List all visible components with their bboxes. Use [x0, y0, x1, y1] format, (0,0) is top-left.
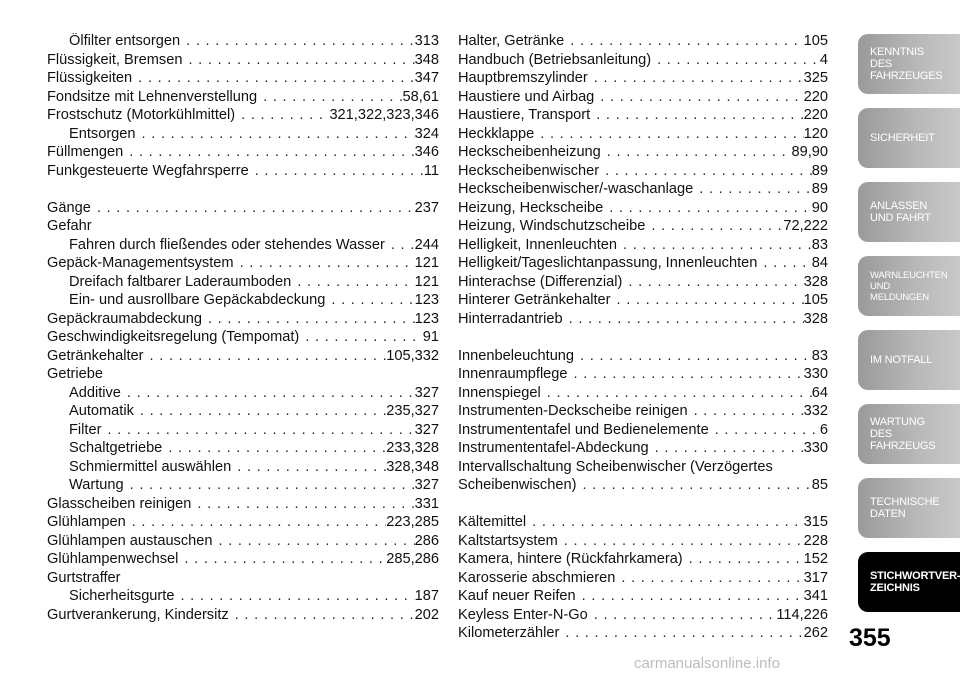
dot-leader — [599, 163, 812, 179]
dot-leader — [601, 144, 792, 160]
index-entry — [458, 255, 828, 274]
index-page-ref: 58,61 — [402, 88, 439, 105]
index-term: Heizung, Heckscheibe — [458, 199, 604, 216]
dot-leader — [101, 422, 414, 438]
index-term: Handbuch (Betriebsanleitung) — [458, 51, 652, 68]
index-entry — [458, 422, 828, 441]
index-term: Getränkehalter — [47, 347, 144, 364]
dot-leader — [576, 477, 811, 493]
index-term: Haustiere und Airbag — [458, 88, 595, 105]
index-entry — [458, 237, 828, 256]
index-entry — [47, 403, 439, 422]
index-page-ref: 105 — [803, 33, 828, 49]
chapter-tab[interactable] — [858, 108, 960, 168]
index-term: Entsorgen — [69, 125, 136, 142]
chapter-tab-label: DATEN — [870, 508, 906, 520]
index-term: Glasscheiben reinigen — [47, 495, 192, 512]
index-page-ref: 152 — [803, 551, 828, 567]
index-term: Karosserie abschmieren — [458, 569, 616, 586]
index-entry — [458, 311, 828, 330]
dot-leader — [594, 89, 803, 105]
index-page-ref: 89 — [811, 162, 828, 179]
index-term: Helligkeit/Tageslichtanpassung, Innenleuchten — [458, 255, 758, 271]
index-entry — [47, 218, 439, 237]
index-page-ref: 89 — [811, 181, 828, 197]
index-entry — [47, 52, 439, 71]
index-term: Flüssigkeiten — [47, 70, 133, 86]
chapter-tab-label: SICHERHEIT — [870, 132, 935, 144]
dot-leader — [541, 385, 812, 401]
dot-leader — [213, 533, 415, 549]
index-term: Heizung, Windschutzscheibe — [458, 218, 646, 234]
index-term: Flüssigkeit, Bremsen — [47, 51, 183, 68]
index-page-ref: 72,222 — [783, 218, 828, 234]
index-page-ref: 317 — [803, 569, 828, 586]
index-entry — [458, 163, 828, 182]
index-term: Kauf neuer Reifen — [458, 588, 576, 604]
index-entry — [458, 403, 828, 422]
chapter-tab[interactable] — [858, 182, 960, 242]
dot-leader — [191, 496, 414, 512]
dot-leader — [617, 237, 812, 253]
index-entry — [458, 107, 828, 126]
dot-leader — [182, 52, 414, 68]
index-term: Instrumententafel-Abdeckung — [458, 440, 649, 456]
index-entry — [47, 459, 439, 478]
index-page-ref: 83 — [811, 347, 828, 364]
index-page-ref: 123 — [414, 310, 439, 327]
dot-leader — [576, 588, 804, 604]
chapter-tab[interactable] — [858, 256, 960, 316]
chapter-tab-label: DES — [870, 428, 893, 440]
dot-leader — [325, 292, 414, 308]
dot-leader — [693, 181, 812, 197]
index-entry — [458, 533, 828, 552]
index-term: Schmiermittel auswählen — [69, 458, 232, 475]
dot-leader — [235, 107, 329, 123]
index-column-left — [47, 33, 439, 625]
dot-leader — [134, 403, 386, 419]
index-page-ref: 341 — [803, 588, 828, 604]
index-page-ref: 324 — [414, 125, 439, 142]
index-entry — [47, 477, 439, 496]
dot-leader — [291, 274, 414, 290]
dot-leader — [563, 311, 804, 327]
index-entry — [458, 33, 828, 52]
index-page-ref: 121 — [414, 255, 439, 271]
dot-leader — [202, 311, 415, 327]
index-page-ref: 327 — [414, 421, 439, 438]
index-page-ref: 286 — [414, 532, 439, 549]
index-term: Ein- und ausrollbare Gepäckabdeckung — [69, 292, 326, 308]
index-entry — [47, 514, 439, 533]
chapter-tab-label: FAHRZEUGS — [870, 440, 936, 452]
dot-leader — [257, 89, 402, 105]
index-entry — [47, 292, 439, 311]
index-page-ref: 235,327 — [386, 403, 439, 419]
index-entry — [458, 514, 828, 533]
index-term: Dreifach faltbarer Laderaumboden — [69, 273, 292, 290]
dot-leader — [649, 440, 804, 456]
index-page-ref: 120 — [803, 125, 828, 142]
dot-leader — [229, 607, 415, 623]
dot-leader — [162, 440, 386, 456]
index-entry — [458, 144, 828, 163]
dot-leader — [299, 329, 423, 345]
index-page-ref: 89,90 — [791, 144, 828, 160]
dot-leader — [588, 607, 777, 623]
index-page-ref: 327 — [414, 477, 439, 493]
index-entry — [47, 348, 439, 367]
index-entry — [47, 126, 439, 145]
index-entry — [458, 181, 828, 200]
chapter-tab[interactable] — [858, 478, 960, 538]
index-entry — [458, 292, 828, 311]
index-page-ref: 105 — [803, 292, 828, 308]
watermark: carmanualsonline.info — [634, 655, 780, 672]
index-page-ref: 328 — [803, 310, 828, 327]
index-entry — [47, 274, 439, 293]
index-term: Scheibenwischen) — [458, 477, 577, 493]
index-term: Geschwindigkeitsregelung (Tempomat) — [47, 329, 300, 345]
index-term: Heckscheibenwischer/-waschanlage — [458, 181, 694, 197]
index-term: Gurtverankerung, Kindersitz — [47, 606, 229, 623]
index-page-ref: 85 — [811, 477, 828, 493]
index-term: Funkgesteuerte Wegfahrsperre — [47, 162, 249, 179]
index-page-ref: 332 — [803, 403, 828, 419]
index-entry — [47, 440, 439, 459]
index-page-ref: 328,348 — [386, 458, 439, 475]
dot-leader — [709, 422, 820, 438]
dot-leader — [231, 459, 386, 475]
index-page-ref: 237 — [414, 199, 439, 216]
index-term: Glühlampen austauschen — [47, 532, 213, 549]
index-page-ref: 6 — [819, 421, 828, 438]
dot-leader — [249, 163, 424, 179]
index-entry — [458, 126, 828, 145]
chapter-tab-label: KENNTNIS — [870, 46, 925, 58]
index-page-ref: 91 — [422, 329, 439, 345]
index-term: Fondsitze mit Lehnenverstellung — [47, 88, 258, 105]
index-page-ref: 313 — [414, 33, 439, 49]
index-page-ref: 114,226 — [776, 606, 828, 623]
index-column-right — [458, 33, 828, 644]
index-page-ref: 328 — [803, 273, 828, 290]
index-term: Halter, Getränke — [458, 33, 565, 49]
index-term: Heckscheibenheizung — [458, 144, 601, 160]
index-term: Heckklappe — [458, 125, 535, 142]
index-entry — [458, 385, 828, 404]
index-term: Glühlampenwechsel — [47, 551, 179, 567]
chapter-tab[interactable] — [858, 552, 960, 612]
dot-leader — [144, 348, 387, 364]
dot-leader — [568, 366, 804, 382]
index-page-ref: 330 — [803, 366, 828, 382]
index-page-ref: 223,285 — [386, 514, 439, 530]
dot-leader — [558, 533, 804, 549]
dot-leader — [121, 385, 415, 401]
index-entry — [458, 348, 828, 367]
index-entry — [47, 163, 439, 182]
index-page-ref: 330 — [803, 440, 828, 456]
index-entry — [458, 625, 828, 644]
index-term: Gurtstraffer — [47, 569, 121, 586]
index-term: Gepäckraumabdeckung — [47, 310, 202, 327]
index-entry — [47, 237, 439, 256]
index-term: Hauptbremszylinder — [458, 70, 588, 86]
index-entry — [458, 366, 828, 385]
index-page-ref: 244 — [414, 236, 439, 253]
index-term: Instrumententafel und Bedienelemente — [458, 421, 709, 438]
index-term: Frostschutz (Motorkühlmittel) — [47, 107, 236, 123]
index-entry — [458, 551, 828, 570]
index-term: Gefahr — [47, 218, 92, 234]
index-entry — [458, 89, 828, 108]
index-page-ref: 325 — [803, 70, 828, 86]
dot-leader — [559, 625, 803, 641]
chapter-tab-label: WARTUNG — [870, 416, 925, 428]
dot-leader — [603, 200, 812, 216]
dot-leader — [574, 348, 812, 364]
dot-leader — [132, 70, 414, 86]
index-page-ref: 315 — [803, 514, 828, 530]
chapter-tab-label: DES — [870, 58, 893, 70]
index-term: Instrumenten-Deckscheibe reinigen — [458, 403, 688, 419]
index-term: Wartung — [69, 477, 124, 493]
index-term: Sicherheitsgurte — [69, 588, 175, 604]
index-entry — [458, 477, 828, 496]
index-term: Gepäck-Managementsystem — [47, 255, 234, 271]
index-term: Getriebe — [47, 366, 103, 382]
index-page-ref: 123 — [414, 292, 439, 308]
index-entry — [458, 588, 828, 607]
index-entry — [47, 422, 439, 441]
chapter-tab-label: TECHNISCHE — [870, 496, 940, 508]
index-term: Kamera, hintere (Rückfahrkamera) — [458, 551, 683, 567]
chapter-tab-label: UND — [870, 280, 890, 292]
chapter-tab[interactable] — [858, 34, 960, 94]
index-term: Hinterachse (Differenzial) — [458, 273, 623, 290]
index-term: Intervallschaltung Scheibenwischer (Verzögertes — [458, 458, 773, 475]
dot-leader — [645, 218, 783, 234]
chapter-tab-label: FAHRZEUGES — [870, 70, 943, 82]
index-page-ref: 321,322,323,346 — [329, 107, 439, 123]
index-term: Heckscheibenwischer — [458, 162, 600, 179]
dot-leader — [123, 144, 414, 160]
index-page-ref: 220 — [803, 88, 828, 105]
index-page-ref: 346 — [414, 144, 439, 160]
dot-leader — [178, 551, 386, 567]
index-term: Keyless Enter-N-Go — [458, 606, 588, 623]
index-entry — [47, 200, 439, 219]
index-page-ref: 121 — [414, 273, 439, 290]
chapter-tab-label: MELDUNGEN — [870, 291, 929, 303]
index-page-ref: 220 — [803, 107, 828, 123]
chapter-sidebar — [858, 34, 960, 626]
index-entry — [458, 200, 828, 219]
dot-leader — [588, 70, 804, 86]
chapter-tab-label: ZEICHNIS — [870, 582, 920, 594]
index-page-ref: 11 — [423, 162, 439, 179]
index-term: Kilometerzähler — [458, 625, 560, 641]
chapter-tab-label: UND FAHRT — [870, 212, 931, 224]
index-page-ref: 64 — [811, 384, 828, 401]
dot-leader — [534, 126, 803, 142]
index-term: Hinterer Getränkehalter — [458, 292, 611, 308]
dot-leader — [651, 52, 820, 68]
index-entry — [458, 607, 828, 626]
index-entry — [458, 440, 828, 459]
index-term: Helligkeit, Innenleuchten — [458, 236, 618, 253]
index-entry — [47, 551, 439, 570]
index-entry — [47, 89, 439, 108]
dot-leader — [180, 33, 415, 49]
index-term: Additive — [69, 384, 121, 401]
index-entry — [458, 459, 828, 478]
index-page-ref: 187 — [414, 588, 439, 604]
chapter-tab-label: ANLASSEN — [870, 200, 928, 212]
index-entry — [47, 570, 439, 589]
index-entry — [458, 70, 828, 89]
index-term: Ölfilter entsorgen — [69, 33, 181, 49]
dot-leader — [615, 570, 803, 586]
index-page-ref: 331 — [414, 495, 439, 512]
index-term: Gänge — [47, 199, 91, 216]
chapter-tab[interactable] — [858, 404, 960, 464]
chapter-tab[interactable] — [858, 330, 960, 390]
index-term: Innenbeleuchtung — [458, 347, 575, 364]
index-entry — [458, 218, 828, 237]
index-term: Automatik — [69, 403, 134, 419]
section-gap — [47, 181, 439, 200]
index-term: Innenraumpflege — [458, 366, 568, 382]
index-entry — [47, 366, 439, 385]
index-entry — [47, 607, 439, 626]
dot-leader — [174, 588, 414, 604]
dot-leader — [688, 403, 804, 419]
index-term: Fahren durch fließendes oder stehendes Wasser — [69, 236, 385, 253]
index-page-ref: 348 — [414, 51, 439, 68]
index-term: Schaltgetriebe — [69, 440, 163, 456]
dot-leader — [564, 33, 803, 49]
index-page-ref: 105,332 — [386, 347, 439, 364]
chapter-tab-label: IM NOTFALL — [870, 354, 933, 366]
index-term: Haustiere, Transport — [458, 107, 591, 123]
section-gap — [458, 496, 828, 515]
index-entry — [458, 52, 828, 71]
index-page-ref: 84 — [811, 255, 828, 271]
dot-leader — [611, 292, 804, 308]
index-page-ref: 327 — [414, 384, 439, 401]
index-page-ref: 228 — [803, 532, 828, 549]
index-entry — [458, 570, 828, 589]
index-term: Füllmengen — [47, 144, 124, 160]
chapter-tab-label: STICHWORTVER- — [870, 570, 960, 582]
index-page-ref: 347 — [414, 70, 439, 86]
dot-leader — [126, 514, 387, 530]
dot-leader — [526, 514, 804, 530]
dot-leader — [622, 274, 803, 290]
index-page-ref: 90 — [811, 199, 828, 216]
index-page-ref: 83 — [811, 236, 828, 253]
index-page-ref: 262 — [803, 625, 828, 641]
index-term: Kältemittel — [458, 514, 527, 530]
index-entry — [47, 329, 439, 348]
dot-leader — [590, 107, 803, 123]
index-page-ref: 233,328 — [386, 440, 439, 456]
index-entry — [47, 588, 439, 607]
index-entry — [47, 33, 439, 52]
index-term: Hinterradantrieb — [458, 310, 563, 327]
index-term: Innenspiegel — [458, 384, 541, 401]
index-entry — [47, 144, 439, 163]
dot-leader — [124, 477, 415, 493]
index-entry — [47, 311, 439, 330]
dot-leader — [683, 551, 804, 567]
dot-leader — [234, 255, 415, 271]
dot-leader — [136, 126, 415, 142]
index-entry — [47, 255, 439, 274]
dot-leader — [385, 237, 415, 253]
index-entry — [47, 70, 439, 89]
section-gap — [458, 329, 828, 348]
index-term: Glühlampen — [47, 514, 126, 530]
index-page-ref: 202 — [414, 606, 439, 623]
index-page-ref: 4 — [819, 51, 828, 68]
dot-leader — [757, 255, 811, 271]
chapter-tab-label: WARNLEUCHTEN — [870, 269, 948, 281]
index-entry — [47, 496, 439, 515]
index-entry — [47, 385, 439, 404]
index-page-ref: 285,286 — [386, 551, 439, 567]
index-term: Filter — [69, 421, 102, 438]
page-number: 355 — [849, 624, 891, 652]
index-entry — [47, 533, 439, 552]
index-entry — [458, 274, 828, 293]
index-entry — [47, 107, 439, 126]
dot-leader — [91, 200, 415, 216]
index-term: Kaltstartsystem — [458, 532, 558, 549]
